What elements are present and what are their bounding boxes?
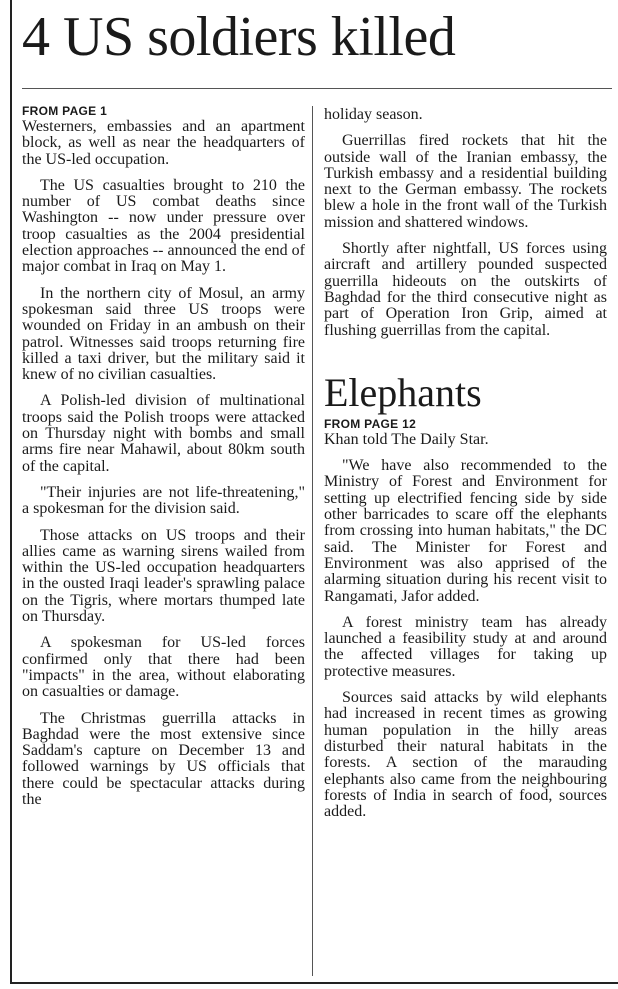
story1-paragraph-8: The Christmas guerrilla attacks in Baghdad were the most extensive since Saddam's capture on December 13 and followed warnings by US officials that there could be spectacular attacks during the — [22, 709, 305, 808]
story2-title: Elephants — [324, 369, 482, 415]
story2-paragraph-1: Khan told The Daily Star. — [324, 430, 489, 448]
story1-paragraph-1: Westerners, embassies and an apartment block, as well as near the headquarters of the US-led occupation. — [22, 118, 305, 168]
story1-paragraph-9: Guerrillas fired rockets that hit the outside wall of the Iranian embassy, the Turkish embassy and a residential building next to the German embassy. The rockets blew a hole in the front wall of the Turkish mission and shattered windows. — [324, 132, 607, 231]
story1-kicker: FROM PAGE 1 — [22, 104, 108, 118]
column-left — [22, 104, 305, 808]
column-divider — [312, 106, 313, 976]
page-border-left — [10, 0, 12, 984]
story1-paragraph-8-continued: holiday season. — [324, 106, 423, 123]
story2-paragraph-3: A forest ministry team has already launched a feasibility study at and around the affected villages for taking up protective measures. — [324, 613, 607, 680]
story2-paragraph-4: Sources said attacks by wild elephants had increased in recent times as growing human population in the hilly areas disturbed their natural habitats in the forests. A section of the marauding elephants also came from the neighbouring forests of India in search of food, sources added. — [324, 689, 607, 821]
headline-rule — [22, 88, 612, 89]
story2-kicker: FROM PAGE 12 — [324, 416, 417, 431]
story1-paragraph-4: A Polish-led division of multinational troops said the Polish troops were attacked on Thursday night with bombs and small arms fire near Mahawil, about 80km south of the capital. — [22, 392, 305, 475]
story2-paragraph-2: "We have also recommended to the Ministry of Forest and Environment for setting up electrified fencing side by side other barricades to scare off the elephants from crossing into human habitats," the DC said. The Minister for Forest and Environment was also apprised of the alarming situation during his recent visit to Rangamati, Jafor added. — [324, 457, 607, 605]
story1-paragraph-5: "Their injuries are not life-threatening," a spokesman for the division said. — [22, 483, 305, 518]
column-right — [324, 107, 607, 820]
story1-paragraph-3: In the northern city of Mosul, an army spokesman said three US troops were wounded on Friday in an ambush on their patrol. Witnesses said troops returning fire killed a taxi driver, but the military said it knew of no civilian casualties. — [22, 284, 305, 384]
story1-paragraph-2: The US casualties brought to 210 the number of US combat deaths since Washington -- now under pressure over troop casualties as the 2004 presidential election approaches -- announced the end of major combat in Iraq on May 1. — [22, 176, 305, 276]
page-border-bottom — [10, 982, 618, 984]
story1-paragraph-7: A spokesman for US-led forces confirmed only that there had been "impacts" in the area, without elaborating on casualties or damage. — [22, 634, 305, 701]
story1-paragraph-10: Shortly after nightfall, US forces using aircraft and artillery pounded suspected guerrilla hideouts on the outskirts of Baghdad for the third consecutive night as part of Operation Iron Grip, aimed at flushing guerrillas from the capital. — [324, 240, 607, 339]
headline: 4 US soldiers killed — [22, 6, 456, 68]
story1-paragraph-6: Those attacks on US troops and their allies came as warning sirens wailed from within the US-led occupation headquarters in the ousted Iraqi leader's sprawling palace on the Tigris, where mortars thumped late on Thursday. — [22, 526, 305, 626]
